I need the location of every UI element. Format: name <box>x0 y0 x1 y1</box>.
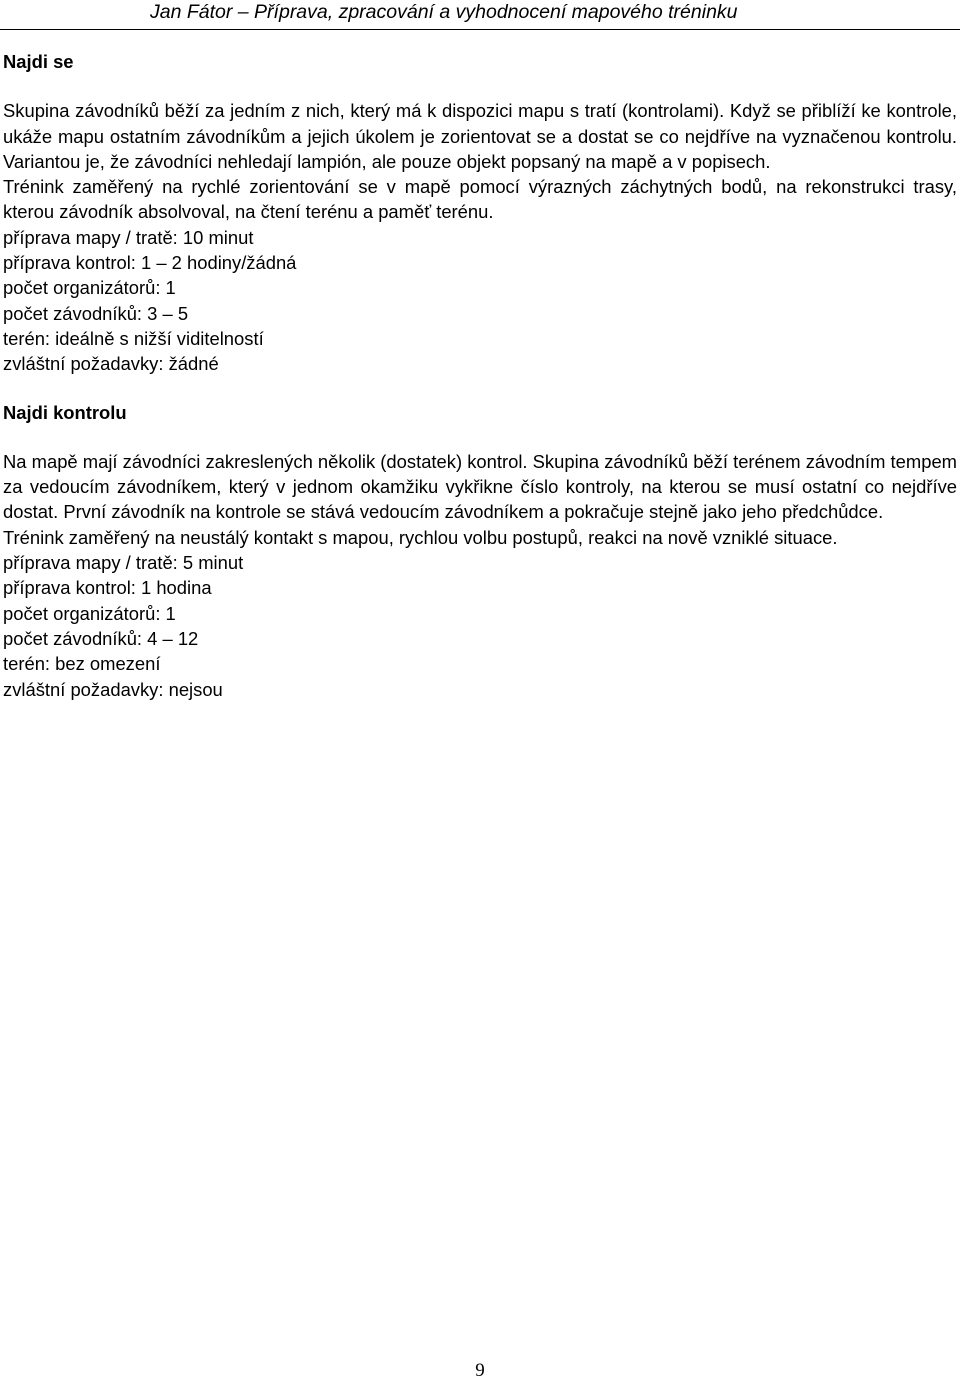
page-header: Jan Fátor – Příprava, zpracování a vyhodnocení mapového tréninku <box>150 1 738 23</box>
parameter-item: příprava mapy / tratě: 10 minut <box>3 226 254 248</box>
parameter-item: příprava kontrol: 1 hodina <box>3 577 212 599</box>
parameter-item: příprava mapy / tratě: 5 minut <box>3 552 244 574</box>
parameter-list <box>3 225 957 377</box>
page-number: 9 <box>475 1360 485 1381</box>
parameter-item: příprava kontrol: 1 – 2 hodiny/žádná <box>3 252 297 274</box>
parameter-item: zvláštní požadavky: nejsou <box>3 678 223 700</box>
section-title-najdi-kontrolu: Najdi kontrolu <box>3 401 127 423</box>
parameter-list <box>3 550 957 702</box>
parameter-item: zvláštní požadavky: žádné <box>3 353 219 375</box>
section-title-najdi-se: Najdi se <box>3 51 74 72</box>
parameter-item: počet závodníků: 4 – 12 <box>3 627 199 649</box>
paragraph: Trénink zaměřený na neustálý kontakt s mapou, rychlou volbu postupů, reakci na nově vzniklé situace. <box>3 526 838 548</box>
parameter-item: počet organizátorů: 1 <box>3 277 176 299</box>
document-body <box>3 49 957 702</box>
paragraph: Trénink zaměřený na rychlé zorientování se v mapě pomocí výrazných záchytných bodů, na rekonstrukci trasy, kterou závodník absolvoval, na čtení terénu a paměť terénu. <box>3 176 957 223</box>
paragraph: Na mapě mají závodníci zakreslených několik (dostatek) kontrol. Skupina závodníků běží terénem závodním tempem za vedoucím závodníkem, který v jednom okamžiku vykřikne číslo kontroly, na kterou se musí ostatní co nejdříve dostat. První závodník na kontrole se stává vedoucím závodníkem a pokračuje stejně jako jeho předchůdce. <box>3 450 957 523</box>
header-rule <box>0 29 960 30</box>
parameter-item: počet závodníků: 3 – 5 <box>3 302 189 324</box>
paragraph: Skupina závodníků běží za jedním z nich, který má k dispozici mapu s tratí (kontrolami). Když se přiblíží ke kontrole, ukáže mapu ostatním závodníkům a jejich úkolem je zorientovat se a dostat se co nejdříve na vyznačenou kontrolu. Variantou je, že závodníci nehledají lampión, ale pouze objekt popsaný na mapě a v popisech. <box>3 100 957 172</box>
parameter-item: terén: ideálně s nižší viditelností <box>3 327 264 349</box>
parameter-item: počet organizátorů: 1 <box>3 602 176 624</box>
parameter-item: terén: bez omezení <box>3 653 161 675</box>
